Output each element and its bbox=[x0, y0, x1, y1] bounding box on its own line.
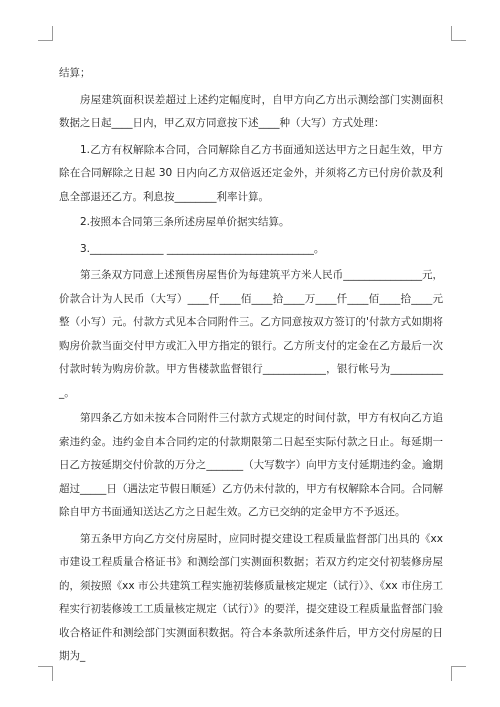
paragraph-settlement: 结算； bbox=[59, 67, 91, 79]
paragraph-option-1: 1.乙方有权解除本合同，合同解除自乙方书面通知送达甲方之日起生效，甲方除在合同解除之日起 30 日内向乙方双倍返还定金外，并须将乙方已付房价款及利息全部退还乙方。利息按________利率计算。 bbox=[59, 143, 443, 203]
paragraph-article-4: 第四条乙方如未按本合同附件三付款方式规定的时间付款，甲方有权向乙方追索违约金。违约金自本合同约定的付款期限第二日起至实际付款之日止。每延期一日乙方按延期交付价款的万分之_______（大写数字）向甲方支付延期违约金。逾期超过_____日（遇法定节假日顺延）乙方仍未付款的，甲方有权解除本合同。合同解除自甲方书面通知送达乙方之日起生效。乙方已交纳的定金甲方不予返还。 bbox=[59, 412, 443, 518]
crop-mark-bottom-right bbox=[451, 666, 466, 681]
document-body bbox=[59, 62, 443, 679]
paragraph-article-3: 第三条双方同意上述预售房屋售价为每建筑平方米人民币_______________元，价款合计为人民币（大写）____仟____佰____拾____万____仟____佰____拾____元整（小写）元。付款方式见本合同附件三。乙方同意按双方签订的'付款方式如期将购房价款当面交付甲方或汇入甲方指定的银行。乙方所支付的定金在乙方最后一次付款时转为购房价款。甲方售楼款监督银行____________，银行帐号为___________。 bbox=[59, 269, 443, 399]
paragraph-option-2: 2.按照本合同第三条所述房屋单价据实结算。 bbox=[80, 216, 290, 228]
crop-mark-bottom-left bbox=[38, 666, 53, 681]
crop-mark-top-right bbox=[451, 26, 466, 41]
crop-mark-top-left bbox=[38, 26, 53, 41]
paragraph-article-5: 第五条甲方向乙方交付房屋时，应同时提交建设工程质量监督部门出具的《xx 市建设工程质量合格证书》和测绘部门实测面积数据；若双方约定交付初装修房屋的，须按照《xx 市公共建筑工程实施初装修质量核定规定（试行）》、《xx 市住房工程实行初装修竣工工质量核定规定（试行）》的要洋，提交建设工程质量监督部门验收合格证件和测绘部门实测面积数据。符合本条款所述条件后，甲方交付房屋的日期为_ bbox=[59, 532, 443, 662]
paragraph-area-error: 房屋建筑面积误差超过上述约定幅度时，自甲方向乙方出示测绘部门实测面积数据之日起____日内，甲乙双方同意按下述____种（大写）方式处理： bbox=[59, 93, 443, 129]
paragraph-option-3: 3.______________ ____________________________。 bbox=[80, 242, 325, 255]
